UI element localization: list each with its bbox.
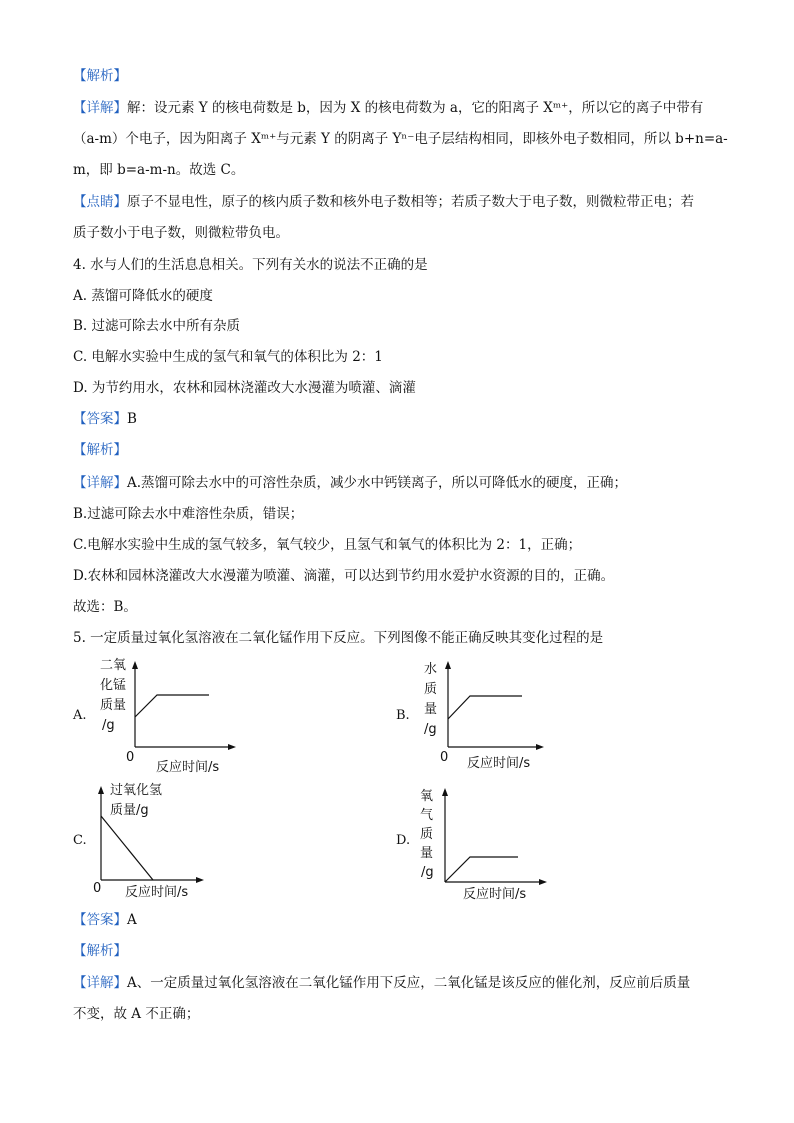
graph-a-label: A. — [73, 708, 87, 723]
q4-option-b: B. 过滤可除去水中所有杂质 — [73, 318, 241, 334]
q3-detail-line-2: （a-m）个电子，因为阳离子 Xᵐ⁺与元素 Y 的阴离子 Yⁿ⁻电子层结构相同，即核外电子数相同，所以 b+n=a- — [73, 131, 728, 147]
graph-c — [92, 778, 252, 903]
q5-stem: 5. 一定质量过氧化氢溶液在二氧化锰作用下反应。下列图像不能正确反映其变化过程的是 — [73, 630, 604, 646]
graph-a-y-arrow — [132, 661, 138, 669]
graph-c-x-arrow — [196, 877, 204, 883]
graph-b-ylabel-2: 质 — [424, 682, 438, 697]
q4-conclusion: 故选：B。 — [73, 599, 137, 615]
graph-c-y-arrow — [98, 786, 104, 794]
q4-detail-line-1: 【详解】A.蒸馏可除去水中的可溶性杂质，减少水中钙镁离子，所以可降低水的硬度，正确； — [73, 475, 628, 491]
analysis-heading: 【解析】 — [73, 68, 127, 84]
graph-b-ylabel-1: 水 — [424, 662, 438, 677]
graph-d-ylabel-4: 量 — [420, 846, 434, 861]
graph-b-curve — [448, 696, 522, 719]
graph-d-ylabel-5: /g — [421, 865, 434, 880]
q5-detail-line-2: 不变，故 A 不正确； — [73, 1006, 200, 1022]
q4-detail-line-3: C.电解水实验中生成的氢气较多，氧气较少，且氢气和氧气的体积比为 2：1，正确； — [73, 537, 582, 553]
graph-b-xlabel: 反应时间/s — [467, 756, 531, 771]
q5-analysis-heading: 【解析】 — [73, 943, 127, 959]
q3-detail-line-1: 【详解】解：设元素 Y 的核电荷数是 b，因为 X 的核电荷数为 a，它的阳离子 Xᵐ⁺，所以它的离子中带有 — [73, 100, 704, 116]
q4-option-d: D. 为节约用水，农林和园林浇灌改大水漫灌为喷灌、滴灌 — [73, 380, 416, 396]
graph-d-curve — [445, 857, 518, 882]
q5-detail-line-1: 【详解】A、一定质量过氧化氢溶液在二氧化锰作用下反应，二氧化锰是该反应的催化剂，反应前后质量 — [73, 975, 691, 991]
graph-b-ylabel-3: 量 — [424, 702, 438, 717]
graph-c-ylabel-1: 过氧化氢 — [110, 783, 163, 798]
q4-detail-line-2: B.过滤可除去水中难溶性杂质，错误； — [73, 506, 304, 522]
graph-a-xlabel: 反应时间/s — [156, 760, 220, 775]
graph-c-ylabel-2: 质量/g — [110, 803, 149, 818]
graph-c-curve — [101, 816, 153, 880]
graph-a-curve — [135, 695, 209, 717]
graph-a-x-arrow — [228, 744, 236, 750]
q4-option-c: C. 电解水实验中生成的氢气和氧气的体积比为 2：1 — [73, 349, 383, 365]
graph-a-origin: 0 — [126, 750, 135, 765]
graph-d-xlabel: 反应时间/s — [463, 887, 527, 902]
graph-a-ylabel-3: 质量 — [100, 698, 127, 713]
q4-detail-line-4: D.农林和园林浇灌改大水漫灌为喷灌、滴灌，可以达到节约用水爱护水资源的目的，正确。 — [73, 568, 615, 584]
graph-c-xlabel: 反应时间/s — [125, 885, 189, 900]
q4-option-a: A. 蒸馏可降低水的硬度 — [73, 288, 213, 304]
graph-b-y-arrow — [445, 661, 451, 669]
graph-d-y-arrow — [442, 788, 448, 796]
q3-comment-line-2: 质子数小于电子数，则微粒带负电。 — [73, 225, 289, 241]
graph-c-label: C. — [73, 833, 87, 848]
graph-b-ylabel-4: /g — [424, 722, 437, 737]
graph-c-origin: 0 — [93, 881, 102, 896]
graph-b — [415, 655, 555, 775]
graph-a-ylabel-1: 二氧 — [100, 658, 127, 673]
q5-answer: 【答案】A — [73, 912, 137, 928]
graph-a — [92, 655, 257, 775]
graph-d-ylabel-1: 氧 — [420, 789, 434, 804]
graph-d-label: D. — [396, 833, 411, 848]
graph-b-x-arrow — [536, 744, 544, 750]
graph-b-label: B. — [396, 708, 410, 723]
q3-detail-line-3: m，即 b=a-m-n。故选 C。 — [73, 162, 245, 178]
graph-d-ylabel-3: 质 — [420, 827, 434, 842]
graph-d — [415, 780, 550, 905]
graph-d-ylabel-2: 气 — [420, 808, 434, 823]
graph-a-ylabel-4: /g — [102, 718, 115, 733]
graph-d-x-arrow — [539, 879, 547, 885]
graph-a-ylabel-2: 化锰 — [100, 678, 127, 693]
q4-answer: 【答案】B — [73, 411, 137, 427]
q3-comment-line-1: 【点睛】原子不显电性，原子的核内质子数和核外电子数相等；若质子数大于电子数，则微粒带正电；若 — [73, 194, 694, 210]
q4-stem: 4. 水与人们的生活息息相关。下列有关水的说法不正确的是 — [73, 257, 428, 273]
graph-b-origin: 0 — [440, 750, 449, 765]
q4-analysis-heading: 【解析】 — [73, 442, 127, 458]
